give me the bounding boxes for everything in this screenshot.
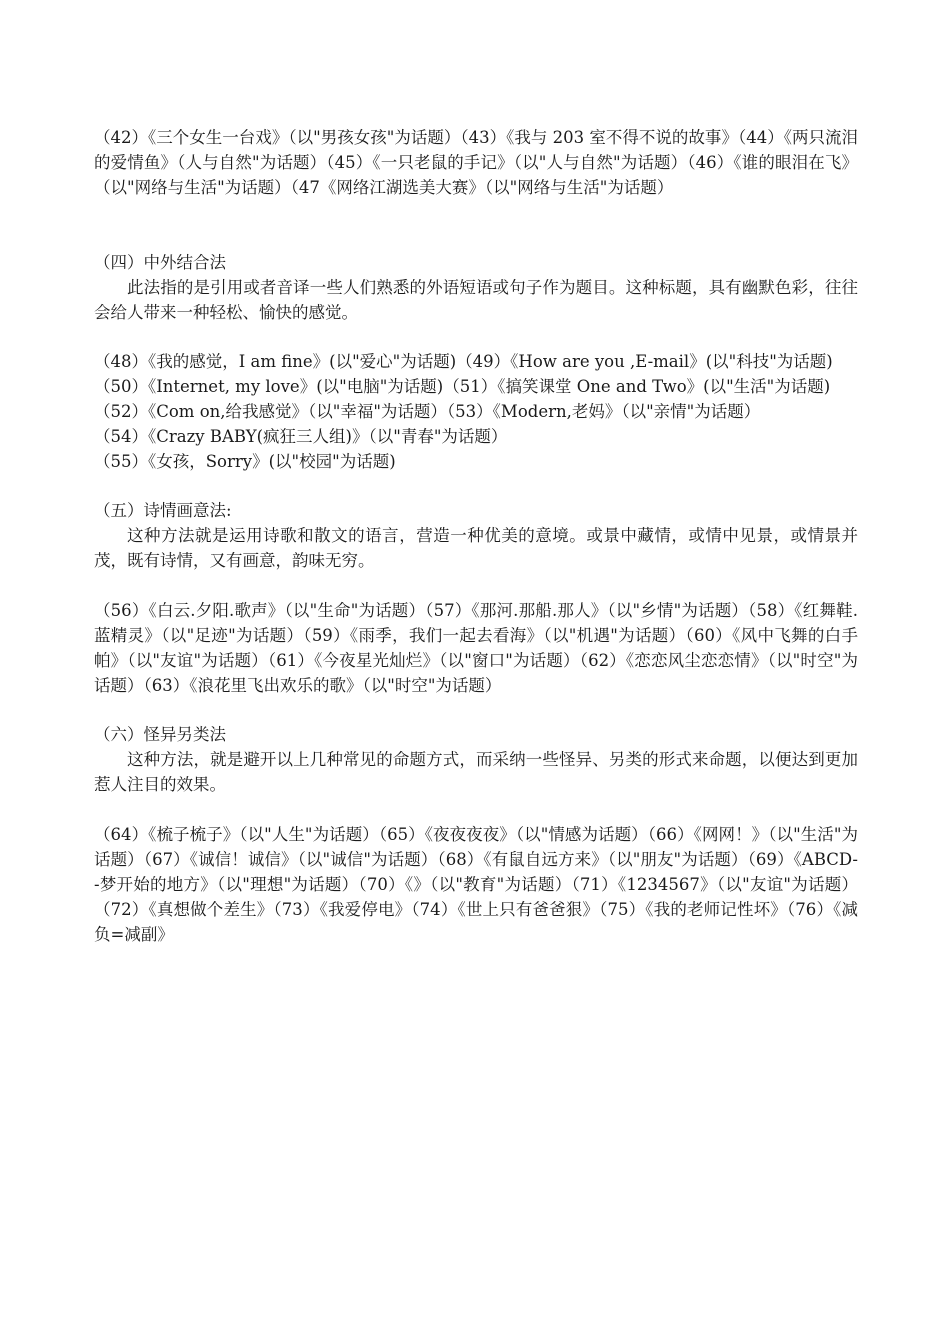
examples-48-55 (94, 349, 858, 474)
section-description: 此法指的是引用或者音译一些人们熟悉的外语短语或句子作为题目。这种标题，具有幽默色彩，往往会给人带来一种轻松、愉快的感觉。 (94, 278, 858, 322)
example-line: （50）《Internet, my love》(以"电脑"为话题)（51）《搞笑课堂 One and Two》(以"生活"为话题) (94, 377, 831, 396)
section-6 (94, 722, 858, 797)
section-description: 这种方法，就是避开以上几种常见的命题方式，而采纳一些怪异、另类的形式来命题，以便达到更加惹人注目的效果。 (94, 750, 858, 794)
examples-42-47 (94, 125, 858, 200)
section-heading: （五）诗情画意法: (94, 501, 232, 520)
section-heading: （六）怪异另类法 (94, 725, 226, 744)
examples-paragraph: （64）《梳子梳子》（以"人生"为话题）（65）《夜夜夜夜》（以"情感为话题）（66）《网网！》（以"生活"为话题）（67）《诚信！诚信》（以"诚信"为话题）（68）《有鼠自远方来》（以"朋友"为话题）（69）《ABCD--梦开始的地方》（以"理想"为话题）（70）《》（以"教育"为话题）（71）《1234567》（以"友谊"为话题）（72）《真想做个差生》（73）《我爱停电》（74）《世上只有爸爸狠》（75）《我的老师记性坏》（76）《减负=减副》 (94, 825, 858, 944)
example-line: （54）《Crazy BABY(疯狂三人组)》（以"青春"为话题） (94, 427, 508, 446)
example-line: （55）《女孩，Sorry》(以"校园"为话题) (94, 452, 396, 471)
section-heading: （四）中外结合法 (94, 253, 226, 272)
examples-56-63 (94, 598, 858, 698)
examples-64-76 (94, 822, 858, 947)
examples-paragraph: （42）《三个女生一台戏》（以"男孩女孩"为话题）（43）《我与 203 室不得不说的故事》（44）《两只流泪的爱情鱼》（人与自然"为话题）（45）《一只老鼠的手记》（以"人与自然"为话题）（46）《谁的眼泪在飞》（以"网络与生活"为话题）（47《网络江湖选美大赛》（以"网络与生活"为话题） (94, 128, 858, 197)
section-4 (94, 250, 858, 325)
examples-paragraph: （56）《白云.夕阳.歌声》（以"生命"为话题）（57）《那河.那船.那人》（以"乡情"为话题）（58）《红舞鞋.蓝精灵》（以"足迹"为话题）（59）《雨季，我们一起去看海》（以"机遇"为话题）（60）《风中飞舞的白手帕》（以"友谊"为话题）（61）《今夜星光灿烂》（以"窗口"为话题）（62）《恋恋风尘恋恋情》（以"时空"为话题）（63）《浪花里飞出欢乐的歌》（以"时空"为话题） (94, 601, 858, 695)
section-5 (94, 498, 858, 573)
example-line: （48）《我的感觉，I am fine》(以"爱心"为话题)（49）《How are you ,E-mail》(以"科技"为话题) (94, 352, 833, 371)
section-description: 这种方法就是运用诗歌和散文的语言，营造一种优美的意境。或景中藏情，或情中见景，或情景并茂，既有诗情，又有画意，韵味无穷。 (94, 526, 858, 570)
example-line: （52）《Com on,给我感觉》（以"幸福"为话题）（53）《Modern,老妈》（以"亲情"为话题） (94, 402, 761, 421)
